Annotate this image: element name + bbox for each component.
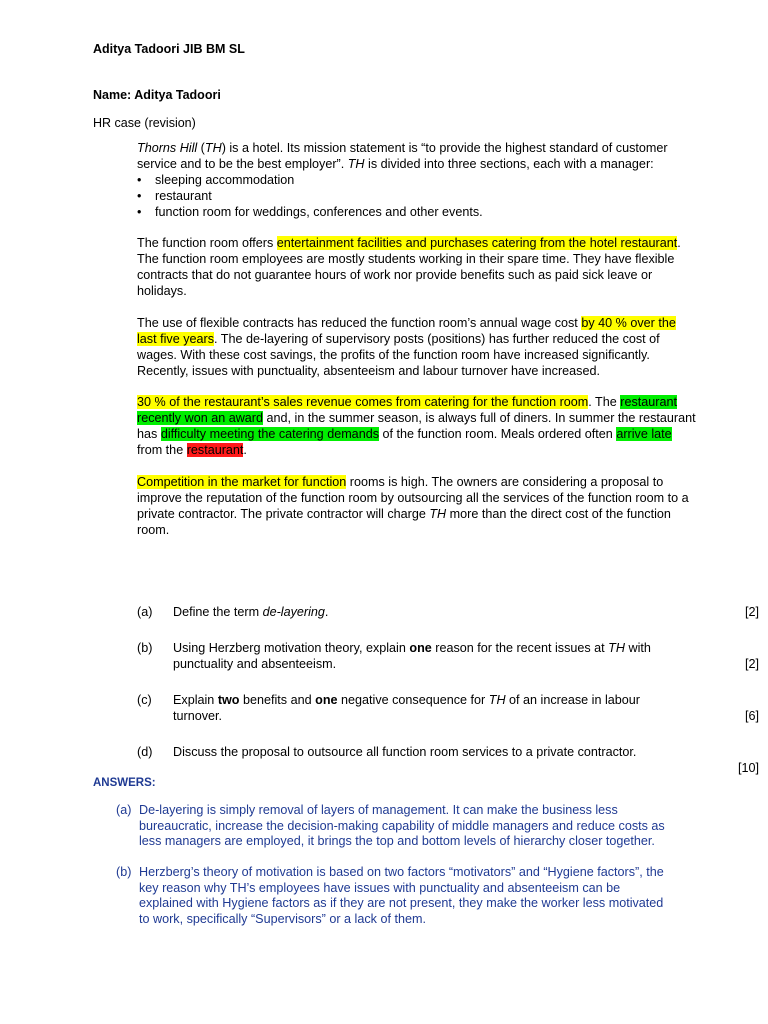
- question-text: Discuss the proposal to outsource all function room services to a private contractor.: [173, 745, 637, 759]
- answer-label: (a): [116, 803, 132, 817]
- answer-label: (b): [116, 865, 132, 879]
- question-marks: [2]: [744, 657, 759, 671]
- document-subtitle: HR case (revision): [93, 116, 196, 130]
- question-text: Using Herzberg motivation theory, explain one reason for the recent issues at TH with punctuality and absenteeism.: [173, 641, 651, 671]
- highlight-yellow: Competition in the market for function: [137, 474, 347, 489]
- case-paragraph-5: Competition in the market for function rooms is high. The owners are considering a proposal to improve the reputation of the function room by outsourcing all the services of the function room to a private contractor. The private contractor will charge TH more than the direct cost of the function room.: [137, 474, 689, 537]
- question-marks: [6]: [744, 709, 759, 723]
- case-study-text: [137, 141, 697, 539]
- answer-text: De-layering is simply removal of layers of management. It can make the business less bureaucratic, increase the decision-making capability of middle managers and reduce costs as less managers are employed, it brings the top and bottom levels of hierarchy closer together.: [139, 803, 665, 849]
- answer-text: Herzberg’s theory of motivation is based on two factors “motivators” and “Hygiene factors”, the key reason why TH’s employees have issues with punctuality and absenteeism can be explained with Hygiene factors as if they are not present, they make the worker less motivated to work, specifically “Supervisors” or a lack of them.: [139, 865, 664, 926]
- question-marks: [10]: [737, 761, 759, 775]
- highlight-green: restaurant recently won an award: [137, 395, 677, 426]
- case-paragraph-1: Thorns Hill (TH) is a hotel. Its mission statement is “to provide the highest standard of customer service and to be the best employer”. TH is divided into three sections, each with a manager:: [137, 141, 668, 171]
- highlight-green: difficulty meeting the catering demands: [160, 427, 379, 442]
- case-paragraph-4: 30 % of the restaurant’s sales revenue comes from catering for the function room. The restaurant recently won an award and, in the summer season, is always full of diners. In summer the restaurant has difficulty meeting the catering demands of the function room. Meals ordered often arrive late from the restaurant.: [137, 395, 696, 458]
- highlight-yellow: by 40 % over the last five years: [137, 315, 676, 346]
- question-text: Explain two benefits and one negative consequence for TH of an increase in labour turnover.: [173, 693, 640, 723]
- question-text: Define the term de-layering.: [173, 605, 329, 619]
- highlight-yellow: 30 % of the restaurant’s sales revenue comes from catering for the function room: [137, 395, 589, 410]
- question-marks: [2]: [744, 605, 759, 619]
- question-label: (a): [137, 605, 153, 619]
- highlight-green: arrive late: [616, 427, 672, 442]
- answers-heading: ANSWERS:: [93, 777, 156, 789]
- case-paragraph-2: The function room offers entertainment facilities and purchases catering from the hotel restaurant. The function room employees are mostly students working in their spare time. They have flexible contracts that do not guarantee hours of work nor provide benefits such as paid sick leave or holidays.: [137, 236, 681, 299]
- document-header: Aditya Tadoori JIB BM SL: [93, 42, 245, 56]
- student-name: Name: Aditya Tadoori: [93, 88, 221, 102]
- list-item: • function room for weddings, conferences and other events.: [137, 205, 697, 221]
- question-label: (d): [137, 745, 153, 759]
- question-label: (b): [137, 641, 153, 655]
- list-item: • restaurant: [137, 189, 697, 205]
- highlight-red: restaurant: [186, 443, 244, 458]
- case-paragraph-3: The use of flexible contracts has reduced the function room’s annual wage cost by 40 % over the last five years. The de-layering of supervisory posts (positions) has further reduced the cost of wages. With these cost savings, the profits of the function room have increased significantly. Recently, issues with punctuality, absenteeism and labour turnover have increased.: [137, 315, 676, 378]
- list-item: • sleeping accommodation: [137, 173, 697, 189]
- highlight-yellow: entertainment facilities and purchases catering from the hotel restaurant: [276, 236, 678, 251]
- sections-list: [137, 173, 697, 221]
- question-label: (c): [137, 693, 152, 707]
